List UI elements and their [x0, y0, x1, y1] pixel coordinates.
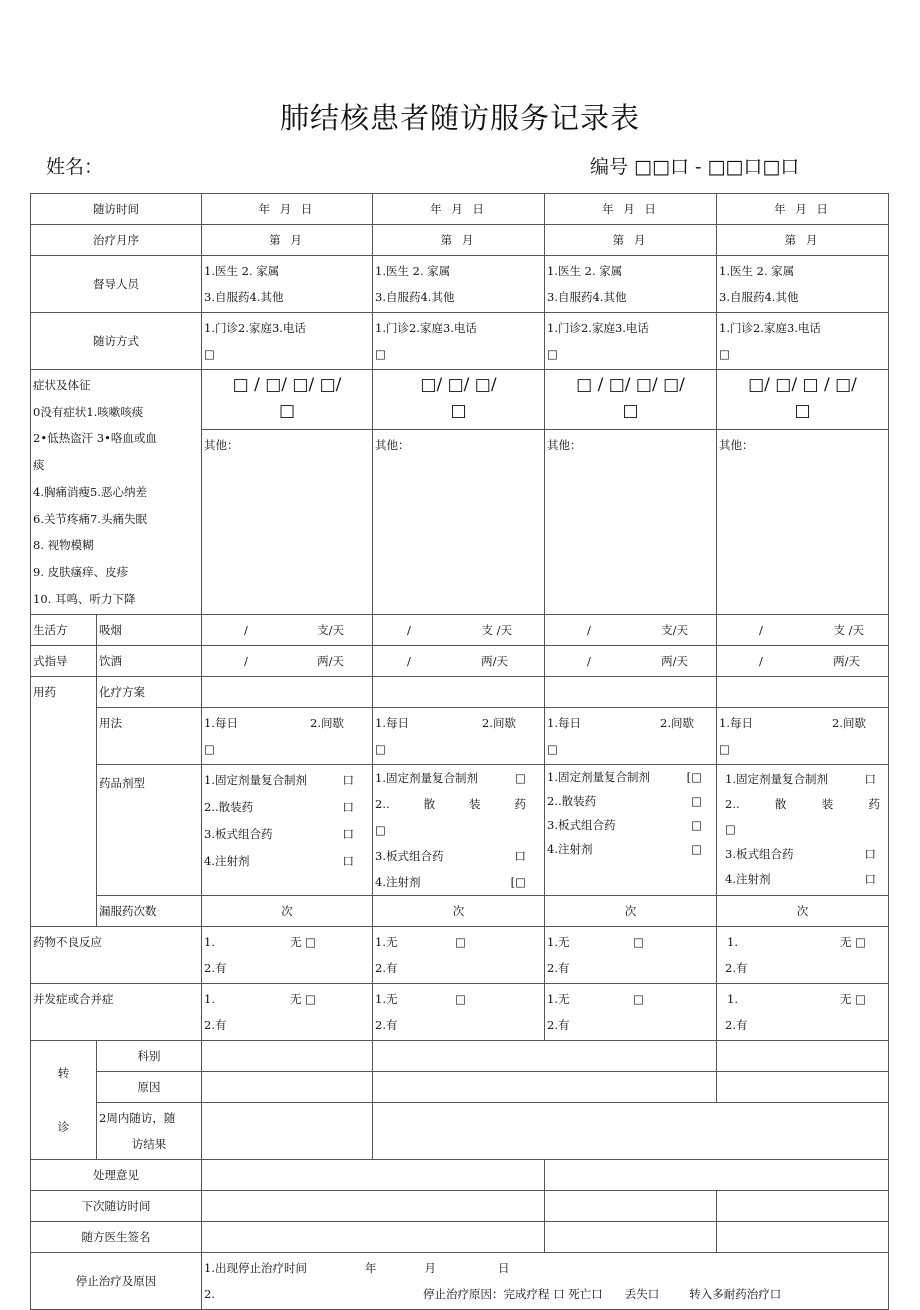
stop-time-text: 1.出现停止治疗时间 — [204, 1261, 307, 1276]
visit-time-cell-1[interactable]: 年 月 日 — [202, 194, 373, 225]
visit-method-cell-4[interactable] — [717, 313, 889, 370]
none-option: 1. — [727, 935, 738, 950]
visit-method-options: 1.门诊2.家庭3.电话 — [547, 321, 649, 335]
checkbox[interactable]: 无 □ — [289, 935, 316, 950]
checkbox[interactable]: 口 — [342, 773, 354, 788]
supervisor-cell-1[interactable] — [202, 256, 373, 313]
doctor-signature-cell-3[interactable] — [717, 1222, 889, 1253]
usage-cell-3[interactable] — [545, 708, 717, 765]
form-option — [725, 842, 876, 867]
treatment-month-cell-2[interactable]: 第 月 — [373, 225, 545, 256]
separator: / — [244, 623, 248, 638]
supervisor-option-line: 1.医生 2. 家属 — [547, 264, 623, 278]
symptoms-label-line: 4.胸痛消瘦5.恶心纳差 — [33, 484, 147, 499]
transfer-department-cell-2[interactable] — [373, 1041, 717, 1072]
form-option — [547, 837, 702, 861]
complication-cell-3[interactable] — [545, 984, 717, 1041]
transfer-label — [31, 1041, 97, 1160]
symptom-checkbox-group[interactable]: □ / □/ □/ □/ — [232, 375, 342, 395]
form-option — [725, 767, 876, 792]
supervisor-cell-3[interactable] — [545, 256, 717, 313]
form-option — [204, 821, 354, 848]
checkbox[interactable]: □ — [515, 771, 526, 786]
supervisor-option-line: 1.医生 2. 家属 — [375, 264, 451, 278]
form-option-label: 4.注射剂 — [547, 842, 593, 857]
form-option-label: 2.. — [725, 797, 740, 812]
complication-cell-4[interactable] — [717, 984, 889, 1041]
visit-method-cell-3[interactable] — [545, 313, 717, 370]
checkbox[interactable]: [□ — [510, 875, 526, 890]
usage-label: 用法 — [97, 708, 202, 765]
checkbox[interactable]: 无 □ — [839, 992, 866, 1007]
checkbox[interactable]: □ — [691, 818, 702, 833]
checkbox[interactable]: □ — [547, 742, 558, 757]
separator: / — [587, 654, 591, 669]
checkbox[interactable]: □ — [691, 842, 702, 857]
checkbox[interactable]: 口 — [342, 827, 354, 842]
symptoms-label-line: 10. 耳鸣、听力下降 — [33, 591, 136, 606]
yes-option: 2.有 — [204, 961, 227, 976]
form-option-label: 1.固定剂量复合制剂 — [204, 773, 307, 788]
separator: / — [407, 623, 411, 638]
checkbox[interactable]: □ — [633, 935, 644, 950]
stop-day: 日 — [497, 1261, 510, 1276]
form-option — [375, 765, 526, 791]
smoking-cell-4[interactable] — [717, 615, 889, 646]
smoking-label: 吸烟 — [97, 615, 202, 646]
intermittent-option: 2.间歇 — [482, 716, 516, 731]
symptoms-checkboxes-3[interactable] — [545, 370, 717, 430]
separator: / — [759, 623, 763, 638]
checkbox[interactable]: □ — [691, 794, 702, 809]
symptoms-checkboxes-4[interactable] — [717, 370, 889, 430]
symptoms-label-line: 9. 皮肤瘙痒、皮疹 — [33, 564, 129, 579]
symptom-checkbox[interactable]: □ — [794, 401, 811, 421]
separator: / — [587, 623, 591, 638]
complication-cell-1[interactable] — [202, 984, 373, 1041]
symptoms-other-3[interactable]: 其他： — [545, 429, 717, 615]
stop-time-line — [204, 1255, 886, 1281]
form-option-label: 2.. — [375, 797, 390, 812]
symptoms-other-1[interactable]: 其他： — [202, 429, 373, 615]
transfer-result-label — [97, 1103, 202, 1160]
form-option-label: 1.固定剂量复合制剂 — [725, 772, 828, 787]
form-option-label: 4.注射剂 — [204, 854, 250, 869]
chemo-cell-3[interactable] — [545, 677, 717, 708]
symptoms-other-4[interactable]: 其他： — [717, 429, 889, 615]
drinking-label: 饮酒 — [97, 646, 202, 677]
drug-form-cell-1[interactable] — [202, 765, 373, 896]
transfer-department-cell-3[interactable] — [717, 1041, 889, 1072]
usage-cell-4[interactable] — [717, 708, 889, 765]
symptoms-checkboxes-2[interactable] — [373, 370, 545, 430]
visit-method-options: 1.门诊2.家庭3.电话 — [375, 321, 477, 335]
drinking-cell-4[interactable] — [717, 646, 889, 677]
stop-reason-line — [204, 1281, 886, 1307]
symptoms-label-line: 2•低热盗汗 3•咯血或血 — [33, 431, 157, 446]
unit: 支 /天 — [481, 623, 512, 638]
stop-reason-number: 2. — [204, 1287, 215, 1302]
form-option — [725, 792, 880, 817]
checkbox[interactable]: [□ — [686, 770, 702, 785]
checkbox[interactable]: 无 □ — [289, 992, 316, 1007]
form-option-label: 2..散装药 — [204, 800, 254, 815]
checkbox[interactable]: 口 — [864, 772, 876, 787]
lifestyle-label-top: 生活方 — [31, 615, 97, 646]
treatment-month-cell-1[interactable]: 第 月 — [202, 225, 373, 256]
form-option — [547, 813, 702, 837]
checkbox[interactable]: 口 — [864, 847, 876, 862]
complication-cell-2[interactable] — [373, 984, 545, 1041]
row-symptoms-checkboxes — [31, 370, 889, 430]
checkbox[interactable]: □ — [375, 347, 386, 361]
row-treatment-month — [31, 225, 889, 256]
symptoms-other-2[interactable]: 其他： — [373, 429, 545, 615]
symptoms-checkboxes-1[interactable] — [202, 370, 373, 430]
missed-doses-cell-1[interactable]: 次 — [202, 896, 373, 927]
form-option — [547, 765, 702, 789]
symptom-checkbox-group[interactable]: □/ □/ □ / □/ — [748, 375, 857, 395]
supervisor-label: 督导人员 — [31, 256, 202, 313]
drug-form-cell-4[interactable] — [717, 765, 889, 896]
next-visit-cell-1[interactable] — [202, 1191, 545, 1222]
form-option-label: 散 — [423, 797, 436, 812]
visit-time-cell-2[interactable]: 年 月 日 — [373, 194, 545, 225]
checkbox[interactable]: □ — [633, 992, 644, 1007]
row-visit-time — [31, 194, 889, 225]
separator: / — [759, 654, 763, 669]
adverse-cell-3[interactable] — [545, 927, 717, 984]
row-usage — [31, 708, 889, 765]
checkbox[interactable]: 口 — [514, 849, 526, 864]
none-option: 1.无 — [547, 992, 570, 1007]
adverse-cell-4[interactable] — [717, 927, 889, 984]
checkbox[interactable]: 口 — [342, 800, 354, 815]
drinking-cell-1[interactable] — [202, 646, 373, 677]
form-option-label: 药 — [514, 797, 526, 812]
yes-option: 2.有 — [204, 1018, 227, 1033]
form-option — [375, 791, 526, 817]
form-option — [204, 767, 354, 794]
yes-option: 2.有 — [375, 1018, 398, 1033]
symptom-checkbox[interactable]: □ — [278, 401, 296, 421]
form-option-label: 3.板式组合药 — [725, 847, 794, 862]
treatment-month-cell-4[interactable]: 第 月 — [717, 225, 889, 256]
page-title: 肺结核患者随访服务记录表 — [279, 101, 640, 135]
yes-option: 2.有 — [547, 1018, 570, 1033]
checkbox[interactable]: □ — [204, 742, 215, 757]
usage-cell-2[interactable] — [373, 708, 545, 765]
none-option: 1. — [204, 935, 215, 950]
transfer-reason-cell-1[interactable] — [202, 1072, 373, 1103]
visit-method-options: 1.门诊2.家庭3.电话 — [719, 321, 821, 335]
symptoms-label-line: 8. 视物模糊 — [33, 538, 94, 553]
usage-cell-1[interactable] — [202, 708, 373, 765]
yes-option: 2.有 — [547, 961, 570, 976]
next-visit-cell-2[interactable] — [545, 1191, 717, 1222]
supervisor-option-line: 3.自服药4.其他 — [375, 290, 455, 304]
symptom-checkbox-group[interactable]: □ / □/ □/ □/ — [576, 375, 685, 395]
form-option-label: 3.板式组合药 — [375, 849, 444, 864]
yes-option: 2.有 — [725, 961, 748, 976]
separator: / — [407, 654, 411, 669]
next-visit-label: 下次随访时间 — [31, 1191, 202, 1222]
stop-month: 月 — [424, 1261, 436, 1276]
row-supervisor — [31, 256, 889, 313]
transfer-result-label-line: 访结果 — [131, 1137, 167, 1152]
form-option — [375, 869, 526, 895]
followup-record-table — [30, 193, 889, 1310]
unit: 支/天 — [661, 623, 688, 638]
missed-doses-cell-2[interactable]: 次 — [373, 896, 545, 927]
doctor-signature-cell-2[interactable] — [545, 1222, 717, 1253]
missed-doses-cell-4[interactable]: 次 — [717, 896, 889, 927]
symptoms-label-line: 6.关节疼痛7.头痛失眠 — [33, 511, 147, 526]
supervisor-option-line: 3.自服药4.其他 — [204, 290, 284, 304]
yes-option: 2.有 — [725, 1018, 748, 1033]
checkbox[interactable]: □ — [204, 347, 215, 361]
form-option-label: 1.固定剂量复合制剂 — [547, 770, 650, 785]
visit-method-options: 1.门诊2.家庭3.电话 — [204, 321, 306, 335]
checkbox[interactable]: 口 — [864, 872, 876, 887]
form-option-label: 3.板式组合药 — [547, 818, 616, 833]
supervisor-cell-4[interactable] — [717, 256, 889, 313]
transfer-department-cell-1[interactable] — [202, 1041, 373, 1072]
transfer-department-label: 科别 — [97, 1041, 202, 1072]
checkbox[interactable]: □ — [719, 347, 730, 361]
symptom-checkbox[interactable]: □ — [622, 401, 639, 421]
form-option-label: 4.注射剂 — [725, 872, 771, 887]
stop-year: 年 — [364, 1261, 377, 1276]
row-opinion — [31, 1160, 889, 1191]
stop-reason-text[interactable]: 停止治疗原因：完成疗程 口 死亡口 — [422, 1287, 603, 1302]
checkbox[interactable]: □ — [375, 823, 386, 838]
row-visit-method — [31, 313, 889, 370]
row-missed-doses — [31, 896, 889, 927]
visit-time-label: 随访时间 — [31, 194, 202, 225]
form-option-label: 装 — [821, 797, 834, 812]
symptoms-label-line: 症状及体征 — [33, 378, 91, 392]
checkbox[interactable]: □ — [455, 992, 466, 1007]
form-option-label: 2..散装药 — [547, 794, 597, 809]
symptoms-label-line: 痰 — [33, 458, 45, 473]
form-option-label: 散 — [774, 797, 787, 812]
transfer-reason-cell-3[interactable] — [717, 1072, 889, 1103]
smoking-cell-3[interactable] — [545, 615, 717, 646]
form-option-label: 4.注射剂 — [375, 875, 421, 890]
form-option — [375, 843, 526, 869]
drug-form-cell-3[interactable] — [545, 765, 717, 896]
complication-label: 并发症或合并症 — [31, 984, 202, 1041]
missed-doses-cell-3[interactable]: 次 — [545, 896, 717, 927]
checkbox[interactable]: □ — [719, 742, 730, 757]
form-option — [547, 789, 702, 813]
row-transfer-department — [31, 1041, 889, 1072]
unit: 支/天 — [317, 623, 344, 638]
row-smoking — [31, 615, 889, 646]
doctor-signature-cell-1[interactable] — [202, 1222, 545, 1253]
none-option: 1.无 — [547, 935, 570, 950]
symptoms-label-line: 0没有症状1.咳嗽咳痰 — [33, 404, 144, 419]
visit-time-cell-4[interactable]: 年 月 日 — [717, 194, 889, 225]
drug-form-cell-2[interactable] — [373, 765, 545, 896]
lifestyle-label-bottom: 式指导 — [31, 646, 97, 677]
checkbox[interactable]: □ — [375, 742, 386, 757]
symptoms-label — [31, 370, 202, 615]
medication-label: 用药 — [31, 677, 97, 927]
opinion-label: 处理意见 — [31, 1160, 202, 1191]
adverse-cell-2[interactable] — [373, 927, 545, 984]
none-option: 1.无 — [375, 935, 398, 950]
stop-treatment-cell[interactable] — [202, 1253, 889, 1310]
transfer-label-top: 转 — [57, 1066, 70, 1081]
next-visit-cell-3[interactable] — [717, 1191, 889, 1222]
checkbox[interactable]: □ — [725, 822, 736, 837]
form-option-label: 3.板式组合药 — [204, 827, 273, 842]
supervisor-option-line: 1.医生 2. 家属 — [719, 264, 795, 278]
none-option: 1. — [727, 992, 738, 1007]
transfer-result-cell-2[interactable] — [373, 1103, 889, 1160]
visit-method-label: 随访方式 — [31, 313, 202, 370]
transfer-result-cell-1[interactable] — [202, 1103, 373, 1160]
daily-option: 1.每日 — [204, 716, 238, 731]
none-option: 1. — [204, 992, 215, 1007]
intermittent-option: 2.间歇 — [310, 716, 344, 731]
doctor-signature-label: 随方医生签名 — [31, 1222, 202, 1253]
symptom-checkbox-group[interactable]: □/ □/ □/ — [420, 375, 497, 395]
smoking-cell-2[interactable] — [373, 615, 545, 646]
unit: 两/天 — [661, 654, 688, 669]
checkbox[interactable]: □ — [455, 935, 466, 950]
form-option-label: 1.固定剂量复合制剂 — [375, 771, 478, 786]
unit: 两/天 — [833, 654, 860, 669]
intermittent-option: 2.间歇 — [832, 716, 866, 731]
row-adverse-reaction — [31, 927, 889, 984]
visit-method-cell-1[interactable] — [202, 313, 373, 370]
smoking-cell-1[interactable] — [202, 615, 373, 646]
visit-method-cell-2[interactable] — [373, 313, 545, 370]
adverse-cell-1[interactable] — [202, 927, 373, 984]
row-transfer-result — [31, 1103, 889, 1160]
checkbox[interactable]: □ — [547, 347, 558, 361]
checkbox[interactable]: 无 □ — [839, 935, 866, 950]
stop-treatment-label: 停止治疗及原因 — [31, 1253, 202, 1310]
form-option — [725, 867, 876, 892]
visit-time-cell-3[interactable]: 年 月 日 — [545, 194, 717, 225]
record-code-label: 编号 □□口 - □□口□口 — [590, 156, 800, 178]
transfer-result-label-line: 2周内随访，随 — [99, 1111, 176, 1126]
transfer-reason-cell-2[interactable] — [373, 1072, 717, 1103]
row-transfer-reason — [31, 1072, 889, 1103]
treatment-month-cell-3[interactable]: 第 月 — [545, 225, 717, 256]
unit: 支 /天 — [833, 623, 864, 638]
daily-option: 1.每日 — [719, 716, 753, 731]
opinion-cell-1[interactable] — [202, 1160, 545, 1191]
row-next-visit — [31, 1191, 889, 1222]
form-option — [204, 848, 354, 875]
row-drug-form — [31, 765, 889, 896]
drinking-cell-2[interactable] — [373, 646, 545, 677]
unit: 两/天 — [481, 654, 508, 669]
chemo-label: 化疗方案 — [97, 677, 202, 708]
intermittent-option: 2.间歇 — [660, 716, 694, 731]
stop-reason-lost[interactable]: 丢失口 — [624, 1287, 660, 1302]
form-option — [204, 794, 354, 821]
row-drinking — [31, 646, 889, 677]
form-option-label: 装 — [469, 797, 481, 812]
patient-name-label: 姓名： — [46, 156, 104, 178]
drinking-cell-3[interactable] — [545, 646, 717, 677]
stop-reason-mdr[interactable]: 转入多耐药治疗口 — [689, 1287, 782, 1302]
supervisor-option-line: 1.医生 2. 家属 — [204, 264, 280, 278]
chemo-cell-1[interactable] — [202, 677, 373, 708]
transfer-label-bottom: 诊 — [57, 1120, 70, 1135]
transfer-reason-label: 原因 — [97, 1072, 202, 1103]
row-complication — [31, 984, 889, 1041]
supervisor-option-line: 3.自服药4.其他 — [719, 290, 799, 304]
drug-form-label: 药品剂型 — [97, 765, 202, 896]
checkbox[interactable]: 口 — [342, 854, 354, 869]
missed-doses-label: 漏服药次数 — [97, 896, 202, 927]
form-option-label: 药 — [868, 797, 880, 812]
chemo-cell-2[interactable] — [373, 677, 545, 708]
separator: / — [244, 654, 248, 669]
row-chemo — [31, 677, 889, 708]
supervisor-option-line: 3.自服药4.其他 — [547, 290, 627, 304]
daily-option: 1.每日 — [375, 716, 409, 731]
daily-option: 1.每日 — [547, 716, 581, 731]
unit: 两/天 — [317, 654, 344, 669]
treatment-month-label: 治疗月序 — [31, 225, 202, 256]
row-doctor-signature — [31, 1222, 889, 1253]
supervisor-cell-2[interactable] — [373, 256, 545, 313]
symptom-checkbox[interactable]: □ — [450, 401, 467, 421]
none-option: 1.无 — [375, 992, 398, 1007]
adverse-reaction-label: 药物不良反应 — [31, 927, 202, 984]
opinion-cell-2[interactable] — [545, 1160, 889, 1191]
row-stop-treatment — [31, 1253, 889, 1310]
chemo-cell-4[interactable] — [717, 677, 889, 708]
yes-option: 2.有 — [375, 961, 398, 976]
